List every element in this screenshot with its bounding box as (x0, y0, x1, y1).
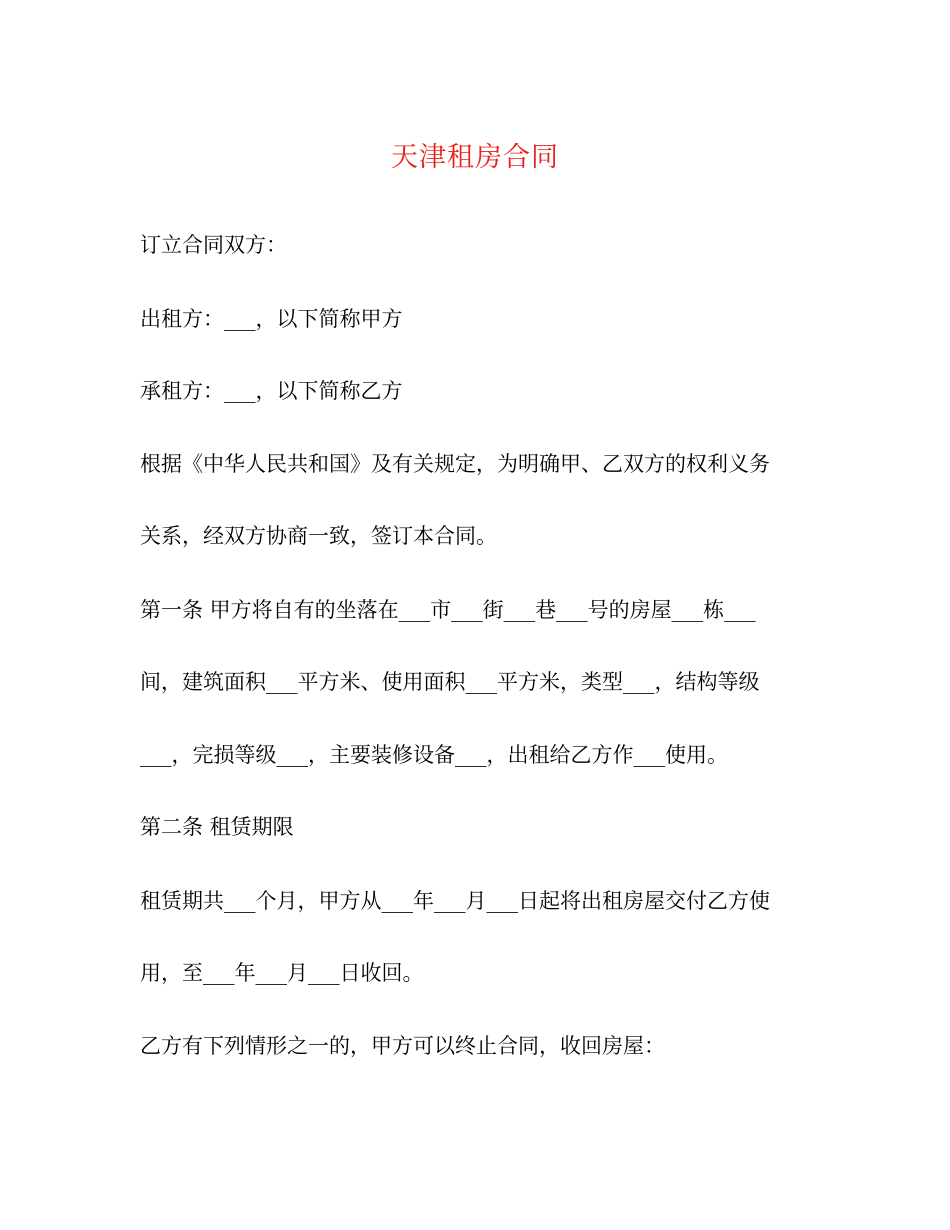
text-line: 订立合同双方： (140, 233, 287, 257)
text-line: 承租方：___，以下简称乙方 (140, 379, 403, 403)
text-line: 乙方有下列情形之一的，甲方可以终止合同，收回房屋： (140, 1034, 665, 1058)
text-line: 关系，经双方协商一致，签订本合同。 (140, 524, 497, 548)
text-line: 租赁期共___个月，甲方从___年___月___日起将出租房屋交付乙方使 (140, 889, 770, 913)
text-line: 第一条 甲方将自有的坐落在___市___街___巷___号的房屋___栋___ (140, 598, 756, 622)
text-line: 出租方：___，以下简称甲方 (140, 307, 403, 331)
document-title: 天津租房合同 (391, 142, 559, 173)
text-line: ___，完损等级___，主要装修设备___，出租给乙方作___使用。 (140, 743, 728, 767)
text-line: 第二条 租赁期限 (140, 815, 294, 839)
text-line: 根据《中华人民共和国》及有关规定，为明确甲、乙双方的权利义务 (140, 452, 770, 476)
text-line: 间，建筑面积___平方米、使用面积___平方米，类型___，结构等级 (140, 670, 760, 694)
text-line: 用，至___年___月___日收回。 (140, 961, 424, 985)
